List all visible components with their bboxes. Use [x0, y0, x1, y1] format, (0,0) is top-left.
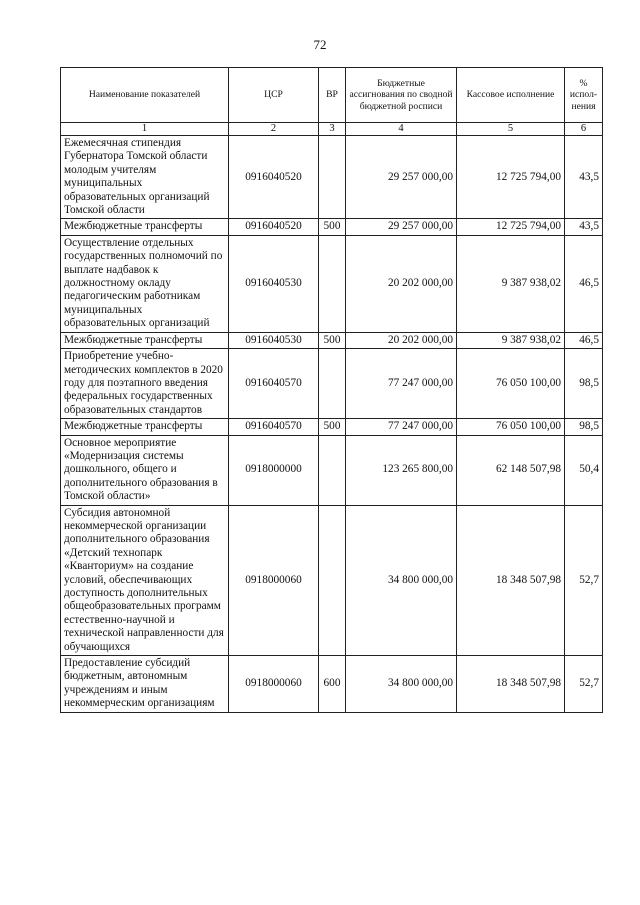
row-name: Осуществление отдельных государственных полномочий по выплате надбавок к должностному окладу педагогическим работникам муниципальных образовательных организаций [61, 235, 229, 332]
row-vr: 500 [319, 332, 346, 348]
row-csr: 0916040530 [229, 332, 319, 348]
row-percent: 98,5 [565, 419, 603, 435]
row-percent: 98,5 [565, 349, 603, 419]
row-percent: 50,4 [565, 435, 603, 505]
row-name: Субсидия автономной некоммерческой организации дополнительного образования «Детский технопарк «Кванториум» на создание условий, обеспечивающих доступность дополнительных общеобразовательных программ естественно-научной и технической направленности для обучающихся [61, 505, 229, 655]
row-cash: 76 050 100,00 [457, 349, 565, 419]
row-name: Межбюджетные трансферты [61, 419, 229, 435]
row-budget: 123 265 800,00 [346, 435, 457, 505]
row-vr: 500 [319, 219, 346, 235]
row-csr: 0916040570 [229, 419, 319, 435]
row-vr [319, 136, 346, 219]
row-percent: 52,7 [565, 505, 603, 655]
column-number: 4 [346, 123, 457, 136]
row-vr [319, 435, 346, 505]
budget-execution-table [60, 67, 603, 713]
table-row [61, 656, 603, 713]
table-row [61, 235, 603, 332]
table-row [61, 332, 603, 348]
table-row [61, 349, 603, 419]
header-csr: ЦСР [229, 68, 319, 123]
row-vr [319, 505, 346, 655]
row-csr: 0916040520 [229, 219, 319, 235]
row-percent: 43,5 [565, 136, 603, 219]
page-number: 72 [313, 37, 327, 52]
header-name: Наименование показателей [61, 68, 229, 123]
row-name: Основное мероприятие «Модернизация системы дошкольного, общего и дополнительного образования в Томской области» [61, 435, 229, 505]
row-vr: 500 [319, 419, 346, 435]
column-number: 6 [565, 123, 603, 136]
row-budget: 20 202 000,00 [346, 235, 457, 332]
row-budget: 77 247 000,00 [346, 349, 457, 419]
row-percent: 46,5 [565, 332, 603, 348]
column-number: 5 [457, 123, 565, 136]
row-name: Приобретение учебно-методических комплектов в 2020 году для поэтапного введения федеральных государственных образовательных стандартов [61, 349, 229, 419]
row-csr: 0918000060 [229, 656, 319, 713]
row-cash: 9 387 938,02 [457, 332, 565, 348]
column-number: 1 [61, 123, 229, 136]
table-row [61, 219, 603, 235]
row-budget: 34 800 000,00 [346, 656, 457, 713]
row-vr [319, 349, 346, 419]
row-cash: 12 725 794,00 [457, 219, 565, 235]
row-vr: 600 [319, 656, 346, 713]
table-header-row [61, 68, 603, 123]
row-name: Предоставление субсидий бюджетным, автономным учреждениям и иным некоммерческим организациям [61, 656, 229, 713]
row-budget: 20 202 000,00 [346, 332, 457, 348]
row-name: Межбюджетные трансферты [61, 219, 229, 235]
row-budget: 29 257 000,00 [346, 136, 457, 219]
row-cash: 62 148 507,98 [457, 435, 565, 505]
row-cash: 12 725 794,00 [457, 136, 565, 219]
header-vr: ВР [319, 68, 346, 123]
row-name: Межбюджетные трансферты [61, 332, 229, 348]
row-budget: 29 257 000,00 [346, 219, 457, 235]
row-percent: 43,5 [565, 219, 603, 235]
header-percent: % испол-нения [565, 68, 603, 123]
row-percent: 52,7 [565, 656, 603, 713]
row-cash: 18 348 507,98 [457, 656, 565, 713]
row-percent: 46,5 [565, 235, 603, 332]
row-csr: 0918000060 [229, 505, 319, 655]
row-budget: 77 247 000,00 [346, 419, 457, 435]
row-cash: 18 348 507,98 [457, 505, 565, 655]
header-cash: Кассовое исполнение [457, 68, 565, 123]
row-csr: 0916040530 [229, 235, 319, 332]
row-cash: 76 050 100,00 [457, 419, 565, 435]
row-cash: 9 387 938,02 [457, 235, 565, 332]
row-csr: 0916040570 [229, 349, 319, 419]
row-name: Ежемесячная стипендия Губернатора Томской области молодым учителям муниципальных образовательных организаций Томской области [61, 136, 229, 219]
table-row [61, 419, 603, 435]
column-number: 3 [319, 123, 346, 136]
row-budget: 34 800 000,00 [346, 505, 457, 655]
row-vr [319, 235, 346, 332]
header-budget: Бюджетные ассигнования по сводной бюджетной росписи [346, 68, 457, 123]
table-row [61, 136, 603, 219]
table-row [61, 505, 603, 655]
column-number-row [61, 123, 603, 136]
column-number: 2 [229, 123, 319, 136]
row-csr: 0918000000 [229, 435, 319, 505]
row-csr: 0916040520 [229, 136, 319, 219]
table-row [61, 435, 603, 505]
